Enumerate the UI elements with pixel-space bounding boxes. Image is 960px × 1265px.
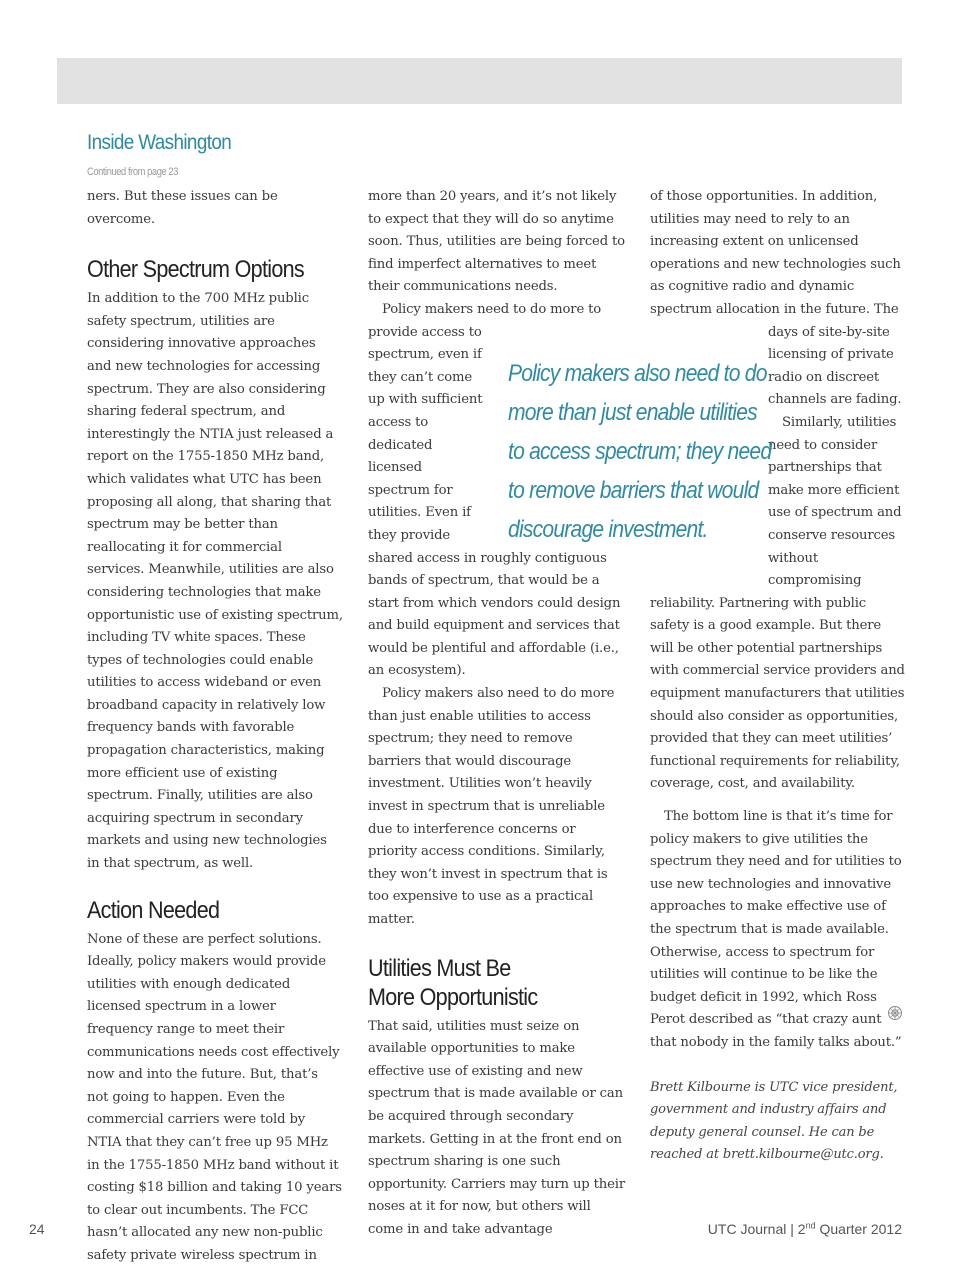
paragraph: Similarly, utilities need to consider partnerships that make more efficient use of spectrum and conserve resources without compromising reliability. Partnering with public safety is a good example. But there will be other potential partnerships with commercial service providers and equipment manufacturers that utilities should also consider as opportunities, provided that they can meet utilities’ functional requirements for reliability, coverage, cost, and availability.: [650, 414, 905, 792]
heading-line: Utilities Must Be: [368, 954, 511, 982]
page-number: 24: [29, 1221, 45, 1237]
heading-line: More Opportunistic: [368, 983, 538, 1011]
paragraph: The bottom line is that it’s time for policy makers to give utilities the spectrum they need and for utilities to use new technologies and innovative approaches to make effective use of the spectrum that is made available. Otherwise, access to spectrum for utilities will continue to be like the budget deficit in 1992, which Ross Perot described as “that crazy aunt that nobody in the family talks about.”: [650, 809, 902, 1050]
paragraph: Policy makers also need to do more than just enable utilities to access spectrum; they need to remove barriers that would discourage investment. Utilities won’t heavily invest in spectrum that is unreliable due to interference concerns or priority access conditions. Similarly, they won’t invest in spectrum that is too expensive to use as a practical matter.: [368, 686, 615, 927]
pull-quote: [508, 354, 772, 549]
column-1: [87, 186, 343, 1265]
bio-line: deputy general counsel. He can be: [650, 1124, 875, 1140]
section-label: Inside Washington: [87, 131, 232, 154]
paragraph: more than 20 years, and it’s not likely to expect that they will do so anytime soon. Thus, utilities are being forced to find imperfect alternatives to meet their communications needs.: [368, 189, 625, 295]
issue-rest: Quarter 2012: [819, 1221, 902, 1237]
heading-other-spectrum-options: Other Spectrum Options: [87, 256, 304, 284]
bio-line: Brett Kilbourne is UTC vice president,: [650, 1079, 898, 1095]
paragraph: ners. But these issues can be overcome.: [87, 189, 278, 227]
pull-quote-line: to access spectrum; they need: [508, 438, 772, 465]
paragraph: That said, utilities must seize on available opportunities to make effective use of existing and new spectrum that is made available or can be acquired through secondary markets. Getting in at the front end on spectrum sharing is one such opportunity. Carriers may turn up their noses at it for now, but others will come in and take advantage: [368, 1018, 625, 1237]
bio-line: government and industry affairs and: [650, 1102, 887, 1118]
header-band: [57, 58, 902, 104]
bio-line: reached at brett.kilbourne@utc.org.: [650, 1147, 884, 1163]
paragraph: of those opportunities. In addition, utilities may need to rely to an increasing extent on unlicensed operations and new technologies such as cognitive radio and dynamic spectrum allocation in the future. The days of site-by-site licensing of private radio on discreet channels are fading.: [650, 189, 902, 408]
pull-quote-line: to remove barriers that would: [508, 477, 759, 504]
column-3: [650, 186, 906, 1167]
paragraph: In addition to the 700 MHz public safety spectrum, utilities are considering innovative approaches and new technologies for accessing spectrum. They are also considering sharing federal spectrum, and interestingly the NTIA just released a report on the 1755-1850 MHz band, which validates what UTC has been proposing all along, that sharing that spectrum may be better than reallocating it for commercial services. Meanwhile, utilities are also considering technologies that make opportunistic use of existing spectrum, including TV white spaces. These types of technologies could enable utilities to access wideband or even broadband capacity in relatively low frequency bands with favorable propagation characteristics, making more efficient use of existing spectrum. Finally, utilities are also acquiring spectrum in secondary markets and using new technologies in that spectrum, as well.: [87, 291, 343, 872]
paragraph: None of these are perfect solutions. Ideally, policy makers would provide utilities with enough dedicated licensed spectrum in a lower frequency range to meet their communications needs cost effectively now and into the future. But, that’s not going to happen. Even the commercial carriers were told by NTIA that they can’t free up 95 MHz in the 1755-1850 MHz band without it costing $18 billion and taking 10 years to clear out incumbents. The FCC hasn’t allocated any new non-public safety private wireless spectrum in: [87, 931, 342, 1263]
pull-quote-line: discourage investment.: [508, 516, 708, 543]
pull-quote-line: Policy makers also need to do: [508, 360, 767, 387]
end-of-article-icon: [887, 1005, 903, 1021]
journal-footer: [708, 1221, 902, 1237]
issue-suffix: nd: [805, 1220, 816, 1231]
continued-note: Continued from page 23: [87, 166, 178, 178]
pull-quote-line: more than just enable utilities: [508, 399, 757, 426]
heading-action-needed: Action Needed: [87, 896, 220, 924]
column-2: [368, 186, 626, 1242]
footer-separator: |: [790, 1221, 794, 1237]
issue-number: 2: [797, 1221, 806, 1237]
author-bio: [650, 1077, 906, 1167]
journal-name: UTC Journal: [707, 1221, 787, 1237]
paragraph: Policy makers need to do more to provide access to spectrum, even if they can’t come up with sufficient access to dedicated licensed spectrum for utilities. Even if they provide shared access in roughly contiguous bands of spectrum, that would be a start from which vendors could design and build equipment and services that would be plentiful and affordable (i.e., an ecosystem).: [368, 301, 621, 679]
heading-utilities-must-be-more-opportunistic: [368, 954, 595, 1012]
